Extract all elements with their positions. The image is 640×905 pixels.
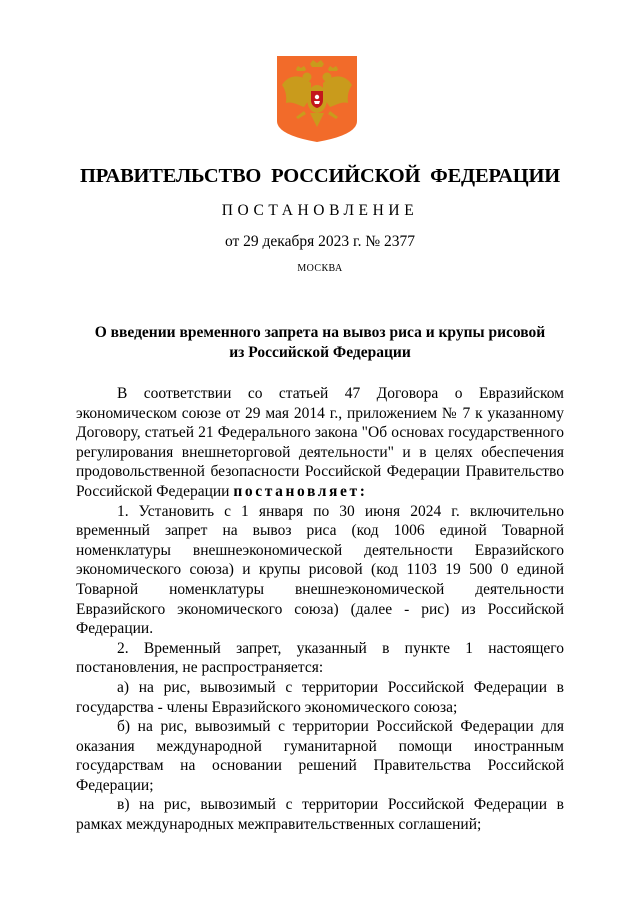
preamble-text: В соответствии со статьей 47 Договора о Евразийском экономическом союзе от 29 мая 2014 г., приложением № 7 к указанному Договору, статьей 21 Федерального закона "Об основах государственного регулирования внешнеторговой деятельности" и в целях обеспечения продовольственной безопасности Российской Федерации Правительство Российской Федерации	[76, 385, 564, 500]
document-date-number: от 29 декабря 2023 г. № 2377	[224, 233, 416, 250]
document-subject	[0, 323, 640, 363]
decree-word: постановляет:	[233, 482, 368, 500]
preamble-paragraph	[76, 384, 564, 502]
item-2c-paragraph: в) на рис, вывозимый с территории Российской Федерации в рамках международных межправительственных соглашений;	[76, 796, 564, 834]
subject-line-1: О введении временного запрета на вывоз риса и крупы рисовой	[94, 324, 546, 341]
organization-title: ПРАВИТЕЛЬСТВО РОССИЙСКОЙ ФЕДЕРАЦИИ	[80, 165, 560, 187]
document-body	[76, 384, 564, 835]
item-2-paragraph: 2. Временный запрет, указанный в пункте 1 настоящего постановления, не распространяется:	[76, 639, 564, 677]
coat-of-arms-icon	[276, 55, 358, 143]
city-name: МОСКВА	[297, 263, 343, 274]
subject-line-2: из Российской Федерации	[229, 344, 411, 361]
item-1-paragraph: 1. Установить с 1 января по 30 июня 2024 г. включительно временный запрет на вывоз риса (код 1006 единой Товарной номенклатуры внешнеэкономической деятельности Евразийского экономического союза) и крупы рисовой (код 1103 19 500 0 единой Товарной номенклатуры внешнеэкономической деятельности Евразийского экономического союза) (далее - рис) из Российской Федерации.	[76, 502, 564, 638]
item-2b-paragraph: б) на рис, вывозимый с территории Российской Федерации для оказания международной гуманитарной помощи иностранным государствам на основании решений Правительства Российской Федерации;	[76, 718, 564, 794]
item-2a-paragraph: а) на рис, вывозимый с территории Российской Федерации в государства - члены Евразийского экономического союза;	[76, 678, 564, 716]
document-type: ПОСТАНОВЛЕНИЕ	[221, 202, 419, 219]
coat-of-arms-emblem	[276, 55, 358, 143]
